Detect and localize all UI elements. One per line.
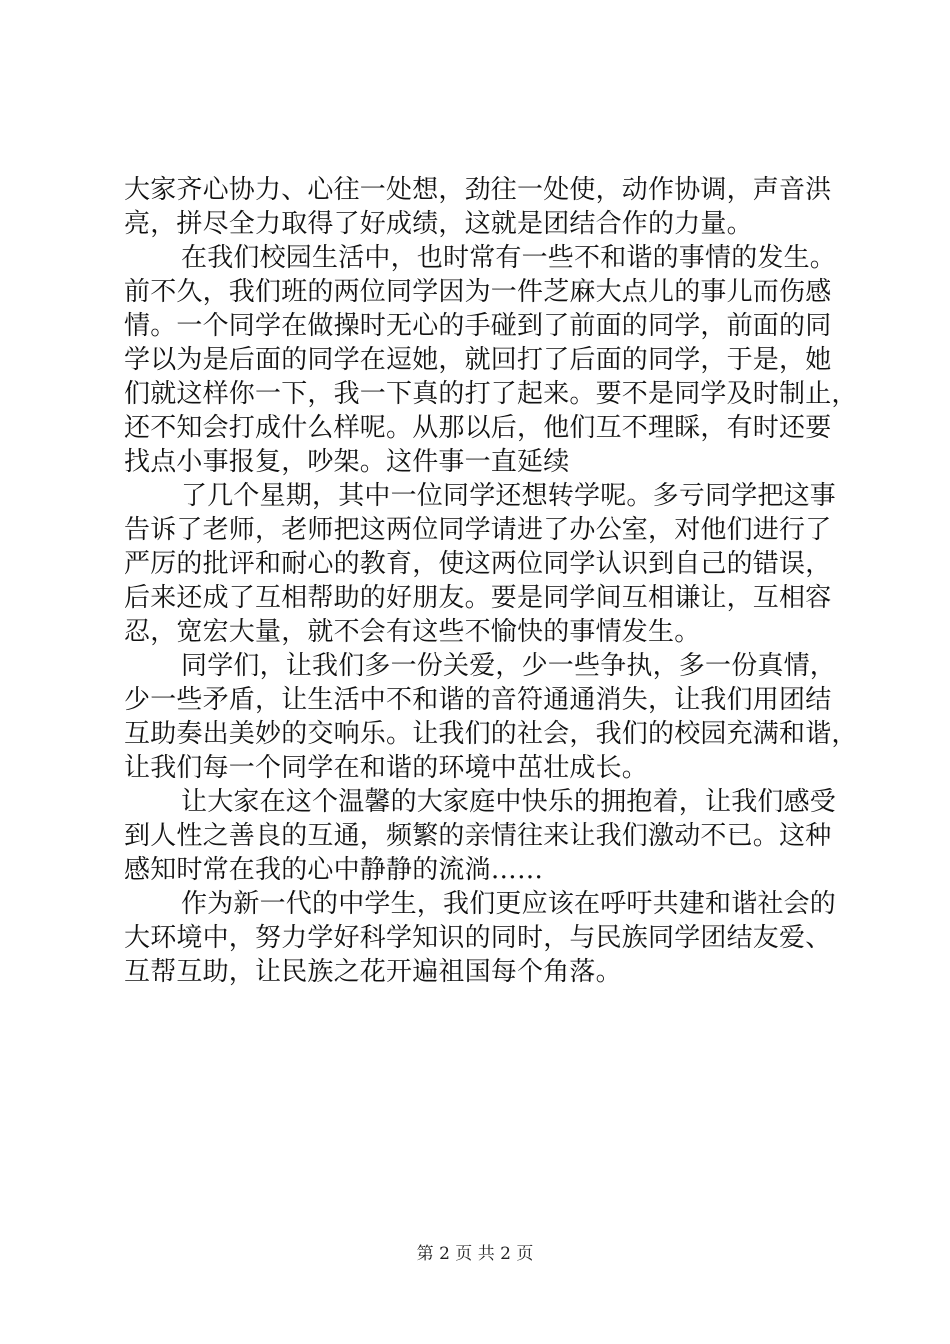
text-line: 告诉了老师，老师把这两位同学请进了办公室，对他们进行了 [124,515,832,545]
text-line: 大环境中，努力学好科学知识的同时，与民族同学团结友爱、 [124,923,832,953]
text-line: 学以为是后面的同学在逗她，就回打了后面的同学，于是，她 [124,345,832,375]
text-line: 忍，宽宏大量，就不会有这些不愉快的事情发生。 [124,617,701,647]
text-line: 们就这样你一下，我一下真的打了起来。要不是同学及时制止， [124,379,858,409]
text-line: 互助奏出美妙的交响乐。让我们的社会，我们的校园充满和谐， [124,719,858,749]
text-line: 找点小事报复，吵架。这件事一直延续 [124,447,570,477]
paragraph-start-line: 同学们，让我们多一份关爱，少一些争执，多一份真情， [181,651,837,681]
text-line: 后来还成了互相帮助的好朋友。要是同学间互相谦让，互相容 [124,583,832,613]
document-body [124,173,858,989]
text-line: 到人性之善良的互通，频繁的亲情往来让我们激动不已。这种 [124,821,832,851]
text-line: 前不久，我们班的两位同学因为一件芝麻大点儿的事儿而伤感 [124,277,832,307]
paragraph-start-line: 了几个星期，其中一位同学还想转学呢。多亏同学把这事 [181,481,837,511]
text-line: 互帮互助，让民族之花开遍祖国每个角落。 [124,957,622,987]
text-line: 亮，拼尽全力取得了好成绩，这就是团结合作的力量。 [124,209,753,239]
paragraph-start-line: 作为新一代的中学生，我们更应该在呼吁共建和谐社会的 [181,889,837,919]
text-line: 大家齐心协力、心往一处想，劲往一处使，动作协调，声音洪 [124,175,832,205]
paragraph-start-line: 在我们校园生活中，也时常有一些不和谐的事情的发生。 [181,243,837,273]
text-line: 情。一个同学在做操时无心的手碰到了前面的同学，前面的同 [124,311,832,341]
text-line: 感知时常在我的心中静静的流淌…… [124,855,544,885]
text-line: 还不知会打成什么样呢。从那以后，他们互不理睬，有时还要 [124,413,832,443]
text-line: 严厉的批评和耐心的教育，使这两位同学认识到自己的错误， [124,549,832,579]
text-line: 少一些矛盾，让生活中不和谐的音符通通消失，让我们用团结 [124,685,832,715]
paragraph-start-line: 让大家在这个温馨的大家庭中快乐的拥抱着，让我们感受 [181,787,837,817]
page-number-footer: 第 2 页 共 2 页 [416,1244,534,1264]
text-line: 让我们每一个同学在和谐的环境中茁壮成长。 [124,753,649,783]
